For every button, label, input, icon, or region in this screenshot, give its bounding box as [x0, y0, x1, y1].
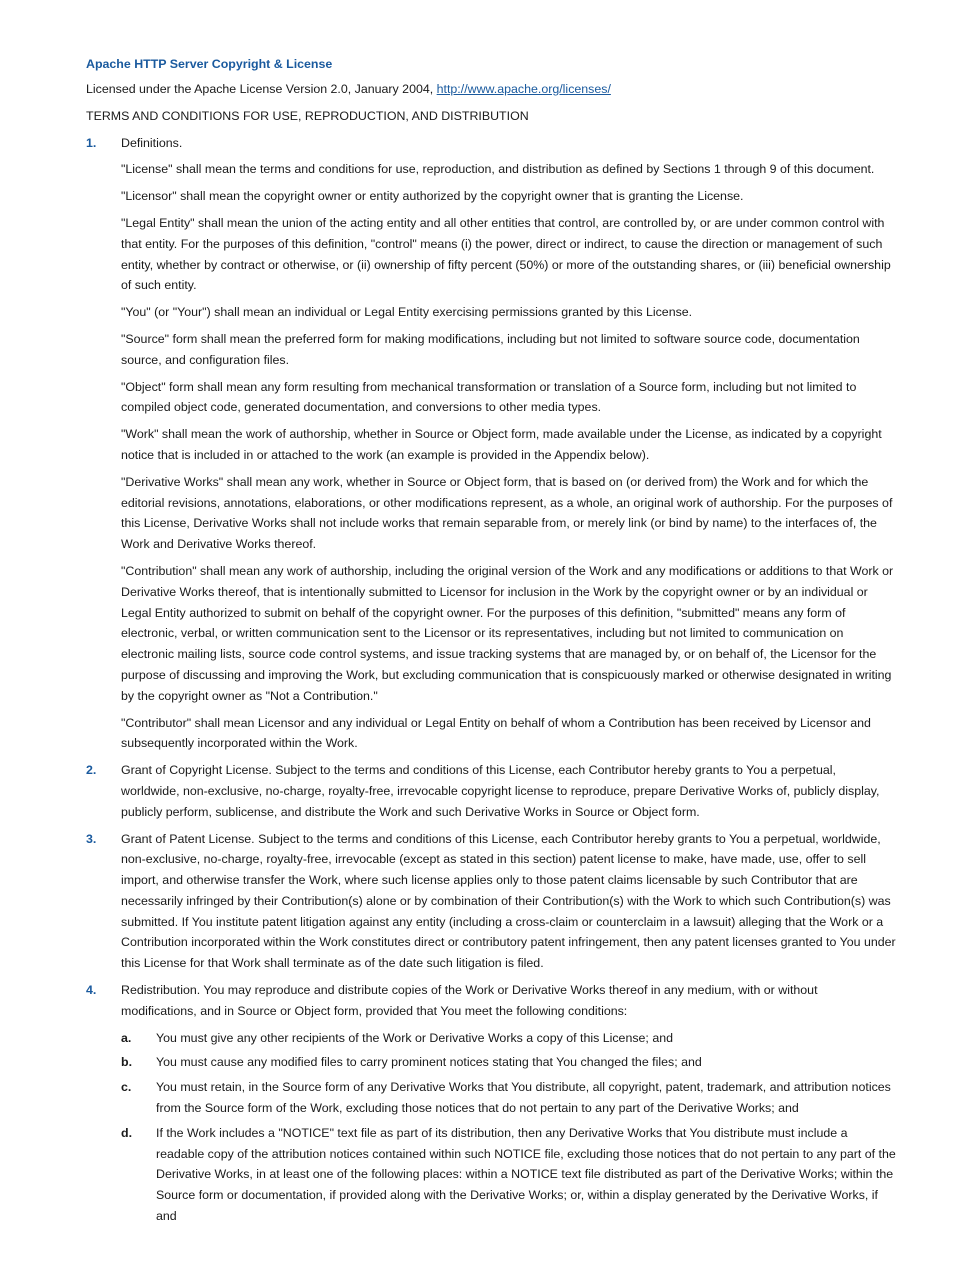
list-letter: b. [121, 1055, 133, 1070]
section-number: 1. [86, 135, 97, 150]
definition-paragraph: "Derivative Works" shall mean any work, whether in Source or Object form, that is based on (or derived from) the Work and for which the editorial revisions, annotations, elaborations, or other modifications represent, as a whole, an original work of authorship. For the purposes of this License, Derivative Works shall not include works that remain separable from, or merely link (or bind by name) to the interfaces of, the Work and Derivative Works thereof. [121, 474, 893, 552]
section-4 [86, 980, 896, 1227]
list-item-text: You must cause any modified files to carry prominent notices stating that You changed the files; and [156, 1055, 702, 1070]
section-1 [86, 133, 896, 755]
definition-paragraph: "Legal Entity" shall mean the union of the acting entity and all other entities that control, are controlled by, or are under common control with that entity. For the purposes of this definition, "control" means (i) the power, direct or indirect, to cause the direction or management of such entity, whether by contract or otherwise, or (ii) ownership of fifty percent (50%) or more of the outstanding shares, or (iii) beneficial ownership of such entity. [121, 215, 891, 293]
licensed-prefix: Licensed under the Apache License Version 2.0, January 2004, [86, 82, 437, 96]
section-3 [86, 829, 896, 975]
list-item-text: You must give any other recipients of the Work or Derivative Works a copy of this License; and [156, 1030, 673, 1045]
section-2 [86, 760, 896, 822]
list-item-text: If the Work includes a "NOTICE" text file as part of its distribution, then any Derivative Works that You distribute must include a readable copy of the attribution notices contained within such NOTICE file, excluding those notices that do not pertain to any part of the Derivative Works, in at least one of the following places: within a NOTICE text file distributed as part of the Derivative Works; within the Source form or documentation, if provided along with the Derivative Works; or, within a display generated by the Derivative Works, if and [156, 1125, 896, 1224]
section-text: Grant of Patent License. Subject to the terms and conditions of this License, each Contributor hereby grants to You a perpetual, worldwide, non-exclusive, no-charge, royalty-free, irrevocable (except as stated in this section) patent license to make, have made, use, offer to sell import, and otherwise transfer the Work, where such license applies only to those patent claims licensable by such Contributor that are necessarily infringed by their Contribution(s) alone or by combination of their Contribution(s) with the Work to which such Contribution(s) was submitted. If You institute patent litigation against any entity (including a cross-claim or counterclaim in a lawsuit) alleging that the Work or a Contribution incorporated within the Work constitutes direct or contributory patent infringement, then any patent licenses granted to You under this License for that Work shall terminate as of the date such litigation is filed. [121, 831, 896, 971]
terms-heading: TERMS AND CONDITIONS FOR USE, REPRODUCTION, AND DISTRIBUTION [86, 108, 529, 123]
licensed-line [86, 79, 896, 100]
definition-paragraph: "License" shall mean the terms and conditions for use, reproduction, and distribution as defined by Sections 1 through 9 of this document. [121, 162, 875, 177]
section-number: 4. [86, 983, 97, 998]
section-text: Grant of Copyright License. Subject to the terms and conditions of this License, each Contributor hereby grants to You a perpetual, worldwide, non-exclusive, no-charge, royalty-free, irrevocable copyright license to reproduce, prepare Derivative Works of, publicly display, publicly perform, sublicense, and distribute the Work and such Derivative Works in Source or Object form. [121, 763, 880, 819]
section-number: 2. [86, 763, 97, 778]
list-item [121, 1077, 896, 1119]
definition-paragraph: "You" (or "Your") shall mean an individual or Legal Entity exercising permissions granted by this License. [121, 305, 693, 320]
list-item [121, 1028, 896, 1049]
list-letter: c. [121, 1080, 132, 1095]
definition-paragraph: "Object" form shall mean any form resulting from mechanical transformation or translation of a Source form, including but not limited to compiled object code, generated documentation, and conversions to other media types. [121, 379, 857, 415]
section-text: Definitions. [121, 135, 183, 150]
definition-paragraph: "Licensor" shall mean the copyright owner or entity authorized by the copyright owner that is granting the License. [121, 189, 744, 204]
definition-paragraph: "Contributor" shall mean Licensor and any individual or Legal Entity on behalf of whom a Contribution has been received by Licensor and subsequently incorporated within the Work. [121, 715, 871, 751]
list-item [121, 1052, 896, 1073]
definition-paragraph: "Contribution" shall mean any work of authorship, including the original version of the Work and any modifications or additions to that Work or Derivative Works thereof, that is intentionally submitted to Licensor for inclusion in the Work by the copyright owner or by an individual or Legal Entity authorized to submit on behalf of the copyright owner. For the purposes of this definition, "submitted" means any form of electronic, verbal, or written communication sent to the Licensor or its representatives, including but not limited to communication on electronic mailing lists, source code control systems, and issue tracking systems that are managed by, or on behalf of, the Licensor for the purpose of discussing and improving the Work, but excluding communication that is conspicuously marked or otherwise designated in writing by the copyright owner as "Not a Contribution." [121, 563, 894, 703]
list-item-text: You must retain, in the Source form of any Derivative Works that You distribute, all copyright, patent, trademark, and attribution notices from the Source form of the Work, excluding those notices that do not pertain to any part of the Derivative Works; and [156, 1080, 891, 1116]
section-number: 3. [86, 831, 97, 846]
page-title: Apache HTTP Server Copyright & License [86, 57, 333, 71]
license-link[interactable]: http://www.apache.org/licenses/ [436, 82, 611, 96]
list-letter: a. [121, 1030, 132, 1045]
list-item [121, 1123, 896, 1227]
list-letter: d. [121, 1125, 133, 1140]
definition-paragraph: "Work" shall mean the work of authorship, whether in Source or Object form, made available under the License, as indicated by a copyright notice that is included in or attached to the work (an example is provided in the Appendix below). [121, 427, 882, 462]
section-text: Redistribution. You may reproduce and distribute copies of the Work or Derivative Works thereof in any medium, with or without modifications, and in Source or Object form, provided that You meet the following conditions: [121, 983, 818, 1018]
definition-paragraph: "Source" form shall mean the preferred form for making modifications, including but not limited to software source code, documentation source, and configuration files. [121, 331, 860, 367]
